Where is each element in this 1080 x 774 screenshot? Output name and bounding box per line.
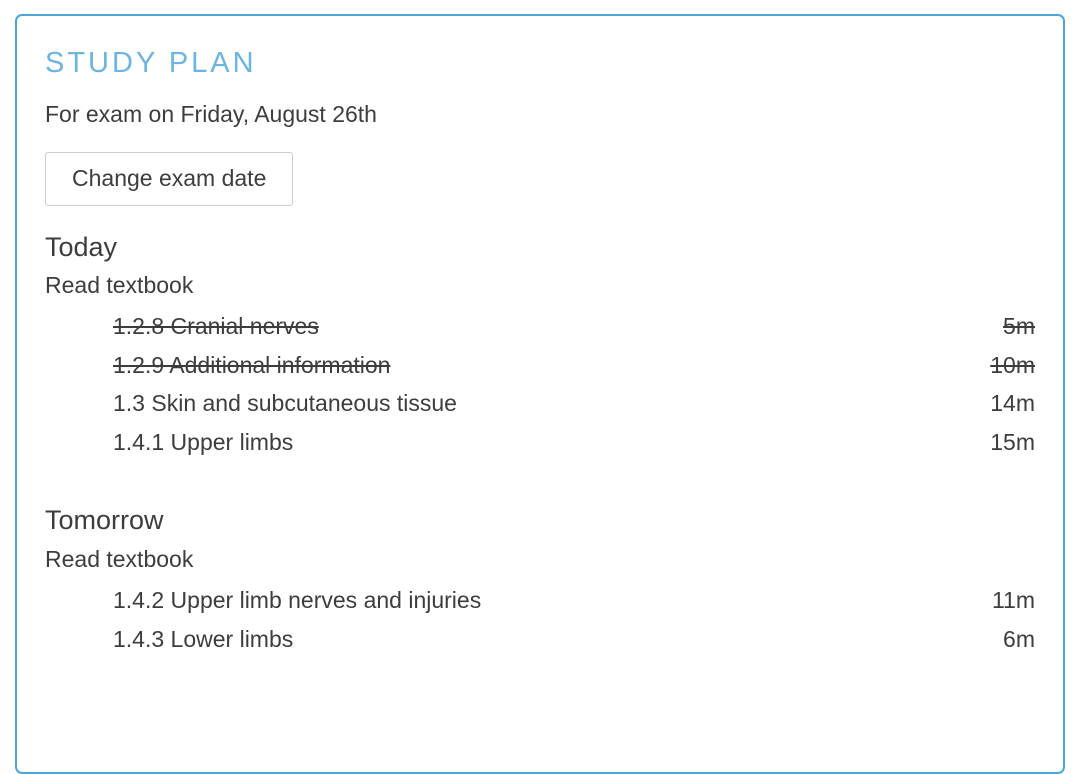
change-exam-date-button[interactable]: Change exam date: [45, 152, 293, 206]
study-item-duration: 10m: [990, 351, 1035, 378]
study-item-label: 1.4.3 Lower limbs: [113, 625, 294, 652]
study-item-label: 1.2.8 Cranial nerves: [113, 313, 319, 340]
study-item-row[interactable]: [45, 620, 1035, 659]
exam-date-text: For exam on Friday, August 26th: [45, 101, 377, 128]
study-item-duration: 15m: [990, 428, 1035, 455]
study-plan-title: STUDY PLAN: [45, 47, 257, 79]
study-item-row[interactable]: [45, 307, 1035, 346]
study-item-duration: 14m: [990, 390, 1035, 417]
study-item-row[interactable]: [45, 581, 1035, 620]
study-item-label: 1.2.9 Additional information: [113, 351, 391, 378]
study-item-duration: 6m: [1003, 625, 1035, 652]
study-item-duration: 11m: [991, 586, 1035, 613]
study-item-label: 1.3 Skin and subcutaneous tissue: [113, 390, 457, 417]
task-group-label: Read textbook: [45, 546, 194, 573]
today-item-list: [45, 307, 1035, 461]
study-item-row[interactable]: [45, 346, 1035, 385]
tomorrow-item-list: [45, 581, 1035, 658]
study-item-row[interactable]: [45, 384, 1035, 423]
study-item-duration: 5m: [1003, 313, 1035, 340]
task-group-label: Read textbook: [45, 272, 194, 299]
section-heading-tomorrow: Tomorrow: [45, 505, 164, 536]
study-item-label: 1.4.1 Upper limbs: [113, 428, 294, 455]
study-item-label: 1.4.2 Upper limb nerves and injuries: [113, 586, 482, 613]
section-heading-today: Today: [45, 231, 118, 262]
study-item-row[interactable]: [45, 423, 1035, 462]
study-plan-card: [15, 14, 1065, 774]
